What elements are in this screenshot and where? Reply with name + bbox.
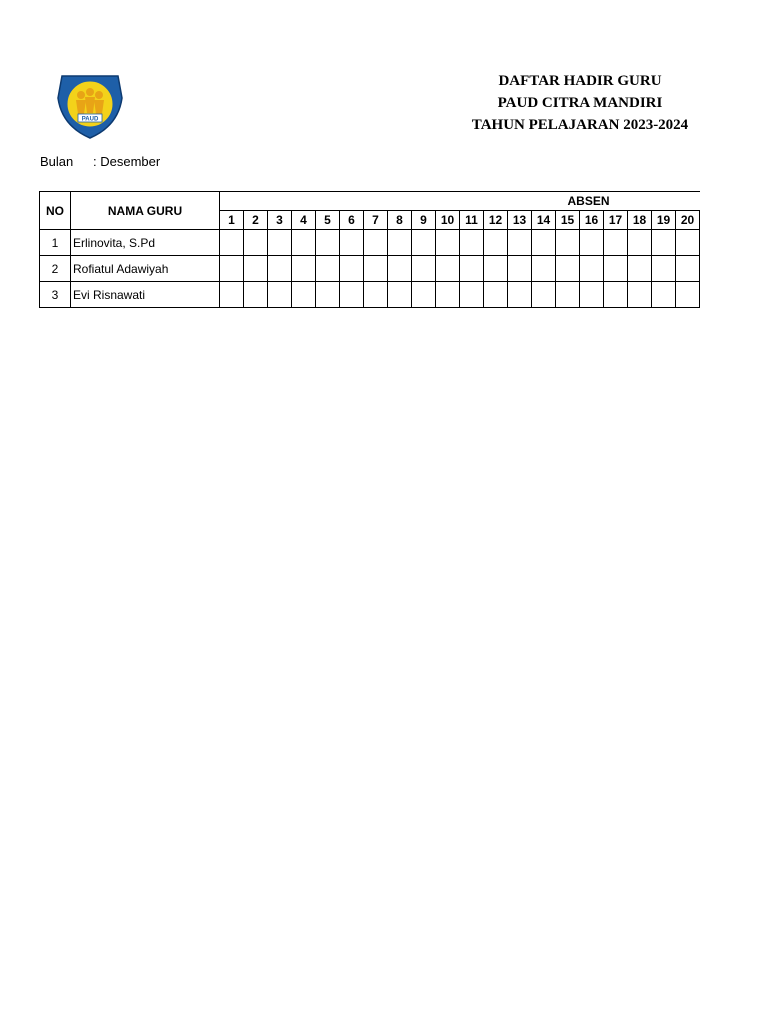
day-header-12: 12 <box>484 211 508 230</box>
attendance-cell[interactable] <box>220 282 244 308</box>
attendance-cell[interactable] <box>484 256 508 282</box>
attendance-cell[interactable] <box>292 256 316 282</box>
school-logo <box>56 70 124 140</box>
attendance-cell[interactable] <box>436 282 460 308</box>
day-header-19: 19 <box>652 211 676 230</box>
table-row <box>40 282 700 308</box>
attendance-cell[interactable] <box>652 230 676 256</box>
attendance-cell[interactable] <box>580 256 604 282</box>
day-header-10: 10 <box>436 211 460 230</box>
no-header: NO <box>40 192 71 230</box>
day-header-14: 14 <box>532 211 556 230</box>
name-header: NAMA GURU <box>71 192 220 230</box>
attendance-cell[interactable] <box>676 256 700 282</box>
attendance-cell[interactable] <box>604 230 628 256</box>
day-header-5: 5 <box>316 211 340 230</box>
row-number: 2 <box>40 256 71 282</box>
attendance-cell[interactable] <box>628 230 652 256</box>
attendance-cell[interactable] <box>292 282 316 308</box>
attendance-cell[interactable] <box>508 282 532 308</box>
attendance-cell[interactable] <box>436 256 460 282</box>
day-header-6: 6 <box>340 211 364 230</box>
day-header-11: 11 <box>460 211 484 230</box>
attendance-table <box>39 191 700 308</box>
day-header-20: 20 <box>676 211 700 230</box>
attendance-cell[interactable] <box>556 282 580 308</box>
attendance-cell[interactable] <box>364 256 388 282</box>
attendance-cell[interactable] <box>604 282 628 308</box>
title-line-3: TAHUN PELAJARAN 2023-2024 <box>471 117 689 133</box>
month-label: Bulan <box>40 154 74 169</box>
attendance-cell[interactable] <box>268 256 292 282</box>
attendance-cell[interactable] <box>676 282 700 308</box>
attendance-cell[interactable] <box>652 256 676 282</box>
attendance-cell[interactable] <box>652 282 676 308</box>
attendance-cell[interactable] <box>580 230 604 256</box>
paud-logo-icon <box>56 70 124 140</box>
day-header-7: 7 <box>364 211 388 230</box>
title-line-2: PAUD CITRA MANDIRI <box>497 95 663 111</box>
month-row <box>40 154 160 169</box>
teacher-name: Evi Risnawati <box>71 282 220 308</box>
attendance-cell[interactable] <box>316 282 340 308</box>
absen-header: ABSEN <box>220 192 700 211</box>
attendance-cell[interactable] <box>388 230 412 256</box>
attendance-cell[interactable] <box>556 256 580 282</box>
day-header-13: 13 <box>508 211 532 230</box>
attendance-cell[interactable] <box>460 256 484 282</box>
row-number: 1 <box>40 230 71 256</box>
attendance-cell[interactable] <box>676 230 700 256</box>
attendance-cell[interactable] <box>460 282 484 308</box>
header-row <box>40 192 700 211</box>
title-line-1: DAFTAR HADIR GURU <box>498 73 662 89</box>
teacher-rows <box>40 230 700 308</box>
attendance-cell[interactable] <box>508 256 532 282</box>
table-row <box>40 256 700 282</box>
attendance-cell[interactable] <box>412 282 436 308</box>
attendance-cell[interactable] <box>412 256 436 282</box>
attendance-cell[interactable] <box>580 282 604 308</box>
day-header-18: 18 <box>628 211 652 230</box>
attendance-cell[interactable] <box>340 230 364 256</box>
day-header-8: 8 <box>388 211 412 230</box>
attendance-cell[interactable] <box>412 230 436 256</box>
day-header-16: 16 <box>580 211 604 230</box>
attendance-cell[interactable] <box>532 256 556 282</box>
attendance-cell[interactable] <box>556 230 580 256</box>
attendance-cell[interactable] <box>244 230 268 256</box>
attendance-cell[interactable] <box>220 230 244 256</box>
day-header-1: 1 <box>220 211 244 230</box>
attendance-cell[interactable] <box>532 230 556 256</box>
attendance-cell[interactable] <box>532 282 556 308</box>
attendance-cell[interactable] <box>220 256 244 282</box>
day-header-2: 2 <box>244 211 268 230</box>
attendance-cell[interactable] <box>508 230 532 256</box>
attendance-cell[interactable] <box>364 230 388 256</box>
attendance-cell[interactable] <box>628 282 652 308</box>
attendance-cell[interactable] <box>436 230 460 256</box>
day-header-4: 4 <box>292 211 316 230</box>
document-title <box>440 70 720 136</box>
attendance-cell[interactable] <box>388 282 412 308</box>
attendance-cell[interactable] <box>268 282 292 308</box>
attendance-cell[interactable] <box>316 256 340 282</box>
attendance-cell[interactable] <box>340 282 364 308</box>
day-header-9: 9 <box>412 211 436 230</box>
attendance-cell[interactable] <box>388 256 412 282</box>
attendance-cell[interactable] <box>340 256 364 282</box>
attendance-cell[interactable] <box>268 230 292 256</box>
table-row <box>40 230 700 256</box>
attendance-cell[interactable] <box>628 256 652 282</box>
month-value: : Desember <box>93 154 161 169</box>
attendance-cell[interactable] <box>316 230 340 256</box>
attendance-cell[interactable] <box>484 282 508 308</box>
teacher-name: Rofiatul Adawiyah <box>71 256 220 282</box>
day-header-3: 3 <box>268 211 292 230</box>
attendance-cell[interactable] <box>244 282 268 308</box>
attendance-cell[interactable] <box>604 256 628 282</box>
day-header-17: 17 <box>604 211 628 230</box>
attendance-cell[interactable] <box>244 256 268 282</box>
attendance-cell[interactable] <box>484 230 508 256</box>
row-number: 3 <box>40 282 71 308</box>
attendance-cell[interactable] <box>460 230 484 256</box>
day-header-15: 15 <box>556 211 580 230</box>
teacher-name: Erlinovita, S.Pd <box>71 230 220 256</box>
attendance-cell[interactable] <box>292 230 316 256</box>
logo-text: PAUD <box>81 116 99 123</box>
attendance-cell[interactable] <box>364 282 388 308</box>
